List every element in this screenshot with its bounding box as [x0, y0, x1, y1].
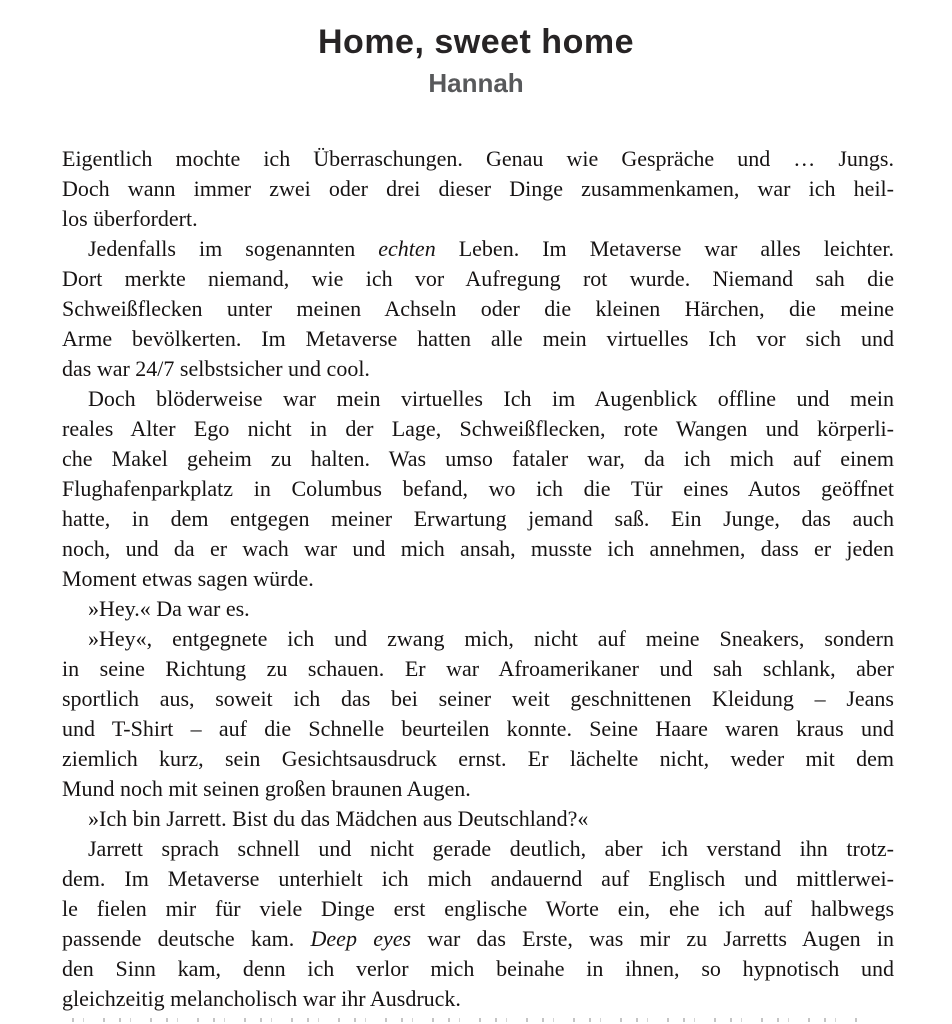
- text-segment: passende deutsche kam.: [62, 926, 311, 951]
- text-segment: »Ich bin Jarrett. Bist du das Mädchen aus Deutschland?«: [88, 806, 589, 831]
- text-segment: Flughafenparkplatz in Columbus befand, wo ich die Tür eines Autos geöffnet: [62, 476, 894, 501]
- paragraph: [62, 624, 894, 804]
- text-segment: dem. Im Metaverse unterhielt ich mich andauernd auf Englisch und mittlerwei-: [62, 866, 894, 891]
- text-segment: le fielen mir für viele Dinge erst englische Worte ein, ehe ich auf halbwegs: [62, 896, 894, 921]
- clipped-next-line-tops: [72, 1018, 862, 1022]
- text-line: [62, 354, 894, 384]
- italic-text: Deep eyes: [310, 926, 412, 951]
- text-line: [62, 774, 894, 804]
- text-line: [62, 504, 894, 534]
- text-line: [62, 834, 894, 864]
- text-segment: in seine Richtung zu schauen. Er war Afroamerikaner und sah schlank, aber: [62, 656, 894, 681]
- text-line: [62, 204, 894, 234]
- paragraph: [62, 834, 894, 1014]
- text-line: [62, 654, 894, 684]
- text-segment: sportlich aus, soweit ich das bei seiner weit geschnittenen Kleidung – Jeans: [62, 686, 894, 711]
- text-line: [62, 474, 894, 504]
- text-segment: Mund noch mit seinen großen braunen Augen.: [62, 776, 471, 801]
- text-line: [62, 414, 894, 444]
- text-line: [62, 324, 894, 354]
- text-line: [62, 924, 894, 954]
- page-title: Home, sweet home: [318, 23, 634, 61]
- text-line: [62, 174, 894, 204]
- text-line: [62, 624, 894, 654]
- text-line: [62, 564, 894, 594]
- paragraph: [62, 234, 894, 384]
- paragraph: [62, 594, 894, 624]
- text-segment: war das Erste, was mir zu Jarretts Augen in: [411, 926, 894, 951]
- text-line: [62, 444, 894, 474]
- text-segment: und T-Shirt – auf die Schnelle beurteilen konnte. Seine Haare waren kraus und: [62, 716, 894, 741]
- text-line: [62, 804, 894, 834]
- text-segment: Arme bevölkerten. Im Metaverse hatten alle mein virtuelles Ich vor sich und: [62, 326, 894, 351]
- text-line: [62, 594, 894, 624]
- text-segment: Leben. Im Metaverse war alles leichter.: [435, 236, 894, 261]
- page-subtitle: Hannah: [428, 68, 524, 98]
- paragraph: [62, 144, 894, 234]
- text-segment: los überfordert.: [62, 206, 198, 231]
- paragraph: [62, 384, 894, 594]
- text-segment: Moment etwas sagen würde.: [62, 566, 314, 591]
- text-line: [62, 234, 894, 264]
- text-line: [62, 264, 894, 294]
- italic-text: echten: [378, 236, 436, 261]
- text-segment: »Hey.« Da war es.: [88, 596, 250, 621]
- text-segment: noch, und da er wach war und mich ansah, musste ich annehmen, dass er jeden: [62, 536, 894, 561]
- text-line: [62, 744, 894, 774]
- text-line: [62, 714, 894, 744]
- text-line: [62, 984, 894, 1014]
- text-segment: Doch wann immer zwei oder drei dieser Dinge zusammenkamen, war ich heil-: [62, 176, 894, 201]
- text-segment: hatte, in dem entgegen meiner Erwartung jemand saß. Ein Junge, das auch: [62, 506, 894, 531]
- text-segment: das war 24/7 selbstsicher und cool.: [62, 356, 370, 381]
- text-segment: che Makel geheim zu halten. Was umso fataler war, da ich mich auf einem: [62, 446, 894, 471]
- text-line: [62, 684, 894, 714]
- text-segment: Doch blöderweise war mein virtuelles Ich im Augenblick offline und mein: [88, 386, 894, 411]
- body-text: [62, 144, 894, 1014]
- text-line: [62, 384, 894, 414]
- text-segment: Schweißflecken unter meinen Achseln oder die kleinen Härchen, die meine: [62, 296, 894, 321]
- text-segment: Dort merkte niemand, wie ich vor Aufregung rot wurde. Niemand sah die: [62, 266, 894, 291]
- text-segment: »Hey«, entgegnete ich und zwang mich, nicht auf meine Sneakers, sondern: [88, 626, 894, 651]
- text-line: [62, 894, 894, 924]
- text-segment: gleichzeitig melancholisch war ihr Ausdruck.: [62, 986, 461, 1011]
- text-segment: Jedenfalls im sogenannten: [88, 236, 379, 261]
- text-line: [62, 294, 894, 324]
- text-line: [62, 144, 894, 174]
- text-segment: reales Alter Ego nicht in der Lage, Schweißflecken, rote Wangen und körperli-: [62, 416, 894, 441]
- paragraph: [62, 804, 894, 834]
- text-line: [62, 864, 894, 894]
- text-segment: Jarrett sprach schnell und nicht gerade deutlich, aber ich verstand ihn trotz-: [88, 836, 894, 861]
- text-line: [62, 534, 894, 564]
- text-line: [62, 954, 894, 984]
- text-segment: ziemlich kurz, sein Gesichtsausdruck ernst. Er lächelte nicht, weder mit dem: [62, 746, 894, 771]
- text-segment: Eigentlich mochte ich Überraschungen. Genau wie Gespräche und … Jungs.: [62, 146, 894, 171]
- text-segment: den Sinn kam, denn ich verlor mich beinahe in ihnen, so hypnotisch und: [62, 956, 894, 981]
